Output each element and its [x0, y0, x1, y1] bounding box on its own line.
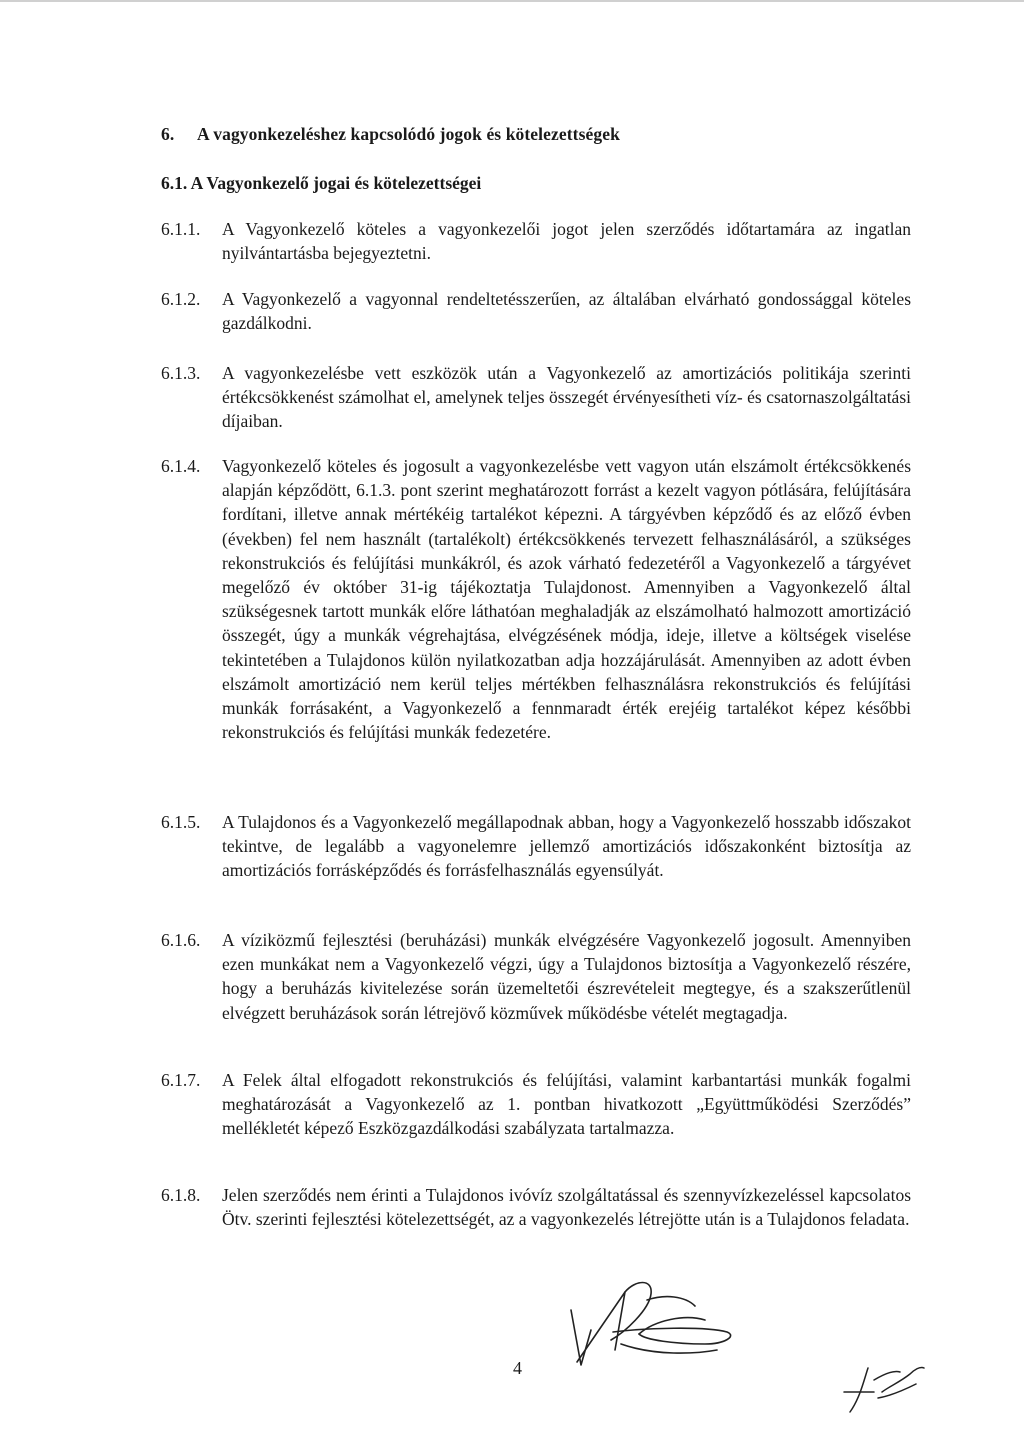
handwritten-initials	[838, 1358, 928, 1418]
clause-6-1-5	[161, 810, 911, 883]
clause-6-1-2	[161, 287, 911, 335]
section-title: A vagyonkezeléshez kapcsolódó jogok és kötelezettségek	[197, 124, 620, 144]
handwritten-signature	[555, 1270, 755, 1390]
subsection-heading: 6.1. A Vagyonkezelő jogai és kötelezettségei	[161, 173, 482, 193]
clause-number: 6.1.7.	[161, 1070, 201, 1090]
clause-6-1-7	[161, 1068, 911, 1141]
clause-text: A Tulajdonos és a Vagyonkezelő megállapodnak abban, hogy a Vagyonkezelő hosszabb időszakot tekintve, de legalább a vagyonelemre jellemző amortizációs időszakonként biztosítja az amortizációs forrásképződés és forrásfelhasználás egyensúlyát.	[222, 812, 911, 881]
page-number: 4	[513, 1358, 522, 1378]
clause-number: 6.1.1.	[161, 219, 201, 239]
section-number: 6.	[161, 124, 175, 144]
clause-number: 6.1.2.	[161, 289, 201, 309]
clause-6-1-4	[161, 454, 911, 744]
clause-text: A Felek által elfogadott rekonstrukciós és felújítási, valamint karbantartási munkák fogalmi meghatározását a Vagyonkezelő az 1. pontban hivatkozott „Együttműködési Szerződés” mellékletét képező Eszközgazdálkodási szabályzata tartalmazza.	[222, 1070, 911, 1139]
clause-number: 6.1.6.	[161, 930, 201, 950]
clause-number: 6.1.4.	[161, 456, 201, 476]
clause-text: A vagyonkezelésbe vett eszközök után a Vagyonkezelő az amortizációs politikája szerinti értékcsökkenést számolhat el, amelynek teljes összegét érvényesítheti víz- és csatornaszolgáltatási díjaiban.	[222, 363, 911, 432]
clause-number: 6.1.8.	[161, 1185, 201, 1205]
clause-number: 6.1.5.	[161, 812, 201, 832]
clause-6-1-3	[161, 361, 911, 434]
clause-6-1-1	[161, 217, 911, 265]
clause-6-1-8	[161, 1183, 911, 1231]
clause-text: Vagyonkezelő köteles és jogosult a vagyonkezelésbe vett vagyon után elszámolt értékcsökkenés alapján képződött, 6.1.3. pont szerint meghatározott forrást a kezelt vagyon pótlására, felújítására fordítani, illetve annak mértékéig tartalékot képezni. A tárgyévben képződő és az előző évben (években) fel nem használt (tartalékolt) értékcsökkenés tervezett felhasználásáról, a szükséges rekonstrukciós és felújítási munkákról, és azok várható fedezetéről a Vagyonkezelő a tárgyévet megelőző év október 31-ig tájékoztatja Tulajdonost. Amennyiben a Vagyonkezelő által szükségesnek tartott munkák előre láthatóan meghaladják az elszámolható halmozott amortizáció összegét, úgy a munkák végrehajtása, elvégzésének módja, ideje, illetve a költségek viselése tekintetében a Tulajdonos külön nyilatkozatban adja hozzájárulását. Amennyiben az adott évben elszámolt amortizáció nem kerül teljes mértékben felhasználásra rekonstrukciós és felújítási munkák forrásaként, a Vagyonkezelő a fennmaradt érték erejéig tartalékot képez későbbi rekonstrukciós és felújítási munkák fedezetére.	[222, 456, 911, 743]
clause-number: 6.1.3.	[161, 363, 201, 383]
section-heading	[161, 124, 620, 145]
clause-text: Jelen szerződés nem érinti a Tulajdonos ivóvíz szolgáltatással és szennyvízkezeléssel kapcsolatos Ötv. szerinti fejlesztési kötelezettségét, az a vagyonkezelés létrejötte után is a Tulajdonos feladata.	[222, 1185, 911, 1230]
clause-6-1-6	[161, 928, 911, 1025]
clause-text: A Vagyonkezelő köteles a vagyonkezelői jogot jelen szerződés időtartamára az ingatlan nyilvántartásba bejegyeztetni.	[222, 219, 911, 264]
clause-text: A Vagyonkezelő a vagyonnal rendeltetésszerűen, az általában elvárható gondossággal köteles gazdálkodni.	[222, 289, 911, 334]
scan-edge-line	[0, 0, 1024, 2]
clause-text: A víziközmű fejlesztési (beruházási) munkák elvégzésére Vagyonkezelő jogosult. Amennyiben ezen munkákat nem a Vagyonkezelő végzi, úgy a Tulajdonos biztosítja a Vagyonkezelő részére, hogy a beruházás kivitelezése során üzemeltetői észrevételeit megtegye, és a szakszerűtlenül elvégzett beruházások során létrejövő közművek működésbe vételét megtagadja.	[222, 930, 911, 1023]
